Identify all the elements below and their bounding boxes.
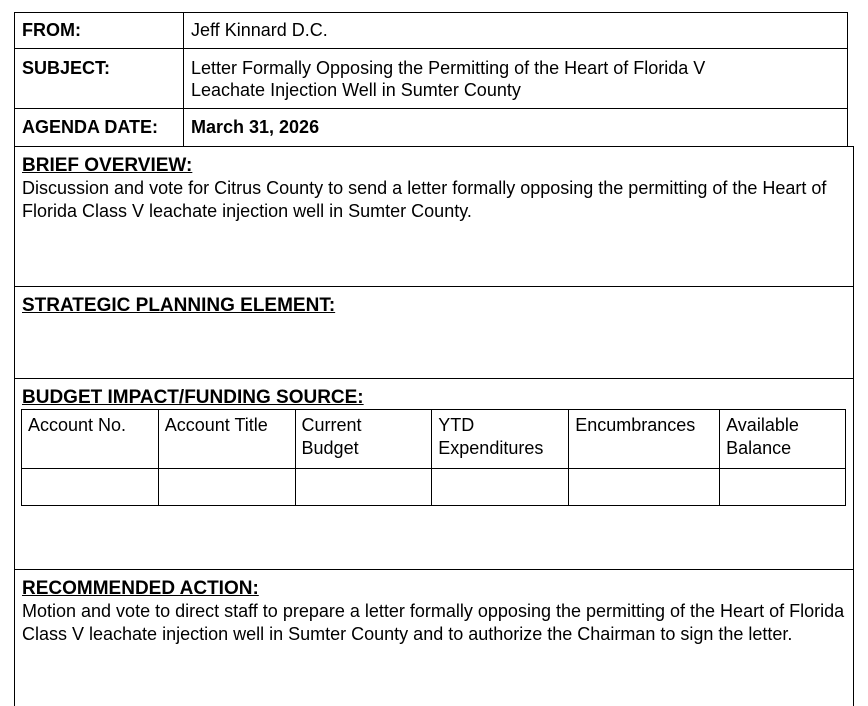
- budget-header-row: [22, 410, 846, 469]
- budget-heading: BUDGET IMPACT/FUNDING SOURCE:: [22, 387, 364, 408]
- subject-label: SUBJECT:: [22, 58, 111, 78]
- recommended-action-text: Motion and vote to direct staff to prepare a letter formally opposing the permitting of the Heart of Florida Class V leachate injection well in Sumter County and to authorize the Chairman to sign the letter.: [22, 601, 845, 644]
- budget-cell: [720, 469, 846, 506]
- brief-overview-text: Discussion and vote for Citrus County to send a letter formally opposing the permitting of the Heart of Florida Class V leachate injection well in Sumter County.: [22, 178, 827, 221]
- section-divider-2: [14, 378, 854, 379]
- budget-table: [21, 409, 846, 506]
- col-current-budget: Current Budget: [295, 410, 432, 469]
- recommended-action-heading: RECOMMENDED ACTION:: [22, 578, 259, 599]
- header-col-divider: [183, 12, 184, 147]
- budget-cell: [295, 469, 432, 506]
- col-ytd-expenditures: YTD Expenditures: [432, 410, 569, 469]
- budget-cell: [158, 469, 295, 506]
- brief-overview-heading: BRIEF OVERVIEW:: [22, 155, 193, 176]
- agenda-date-label: AGENDA DATE:: [22, 117, 158, 137]
- header-row-divider-1: [14, 48, 848, 49]
- section-divider-3: [14, 569, 854, 570]
- from-label: FROM:: [22, 20, 81, 40]
- budget-cell: [22, 469, 159, 506]
- header-row-divider-2: [14, 108, 848, 109]
- strategic-planning-heading: STRATEGIC PLANNING ELEMENT:: [22, 295, 336, 316]
- from-value: Jeff Kinnard D.C.: [191, 20, 328, 40]
- col-account-title: Account Title: [158, 410, 295, 469]
- section-divider-1: [14, 286, 854, 287]
- col-encumbrances: Encumbrances: [569, 410, 720, 469]
- subject-line-2: Leachate Injection Well in Sumter County: [191, 80, 521, 100]
- budget-empty-row: [22, 469, 846, 506]
- col-available-balance: Available Balance: [720, 410, 846, 469]
- budget-cell: [432, 469, 569, 506]
- agenda-date-value: March 31, 2026: [191, 117, 320, 137]
- subject-line-1: Letter Formally Opposing the Permitting of the Heart of Florida V: [191, 58, 706, 78]
- budget-cell: [569, 469, 720, 506]
- col-account-no: Account No.: [22, 410, 159, 469]
